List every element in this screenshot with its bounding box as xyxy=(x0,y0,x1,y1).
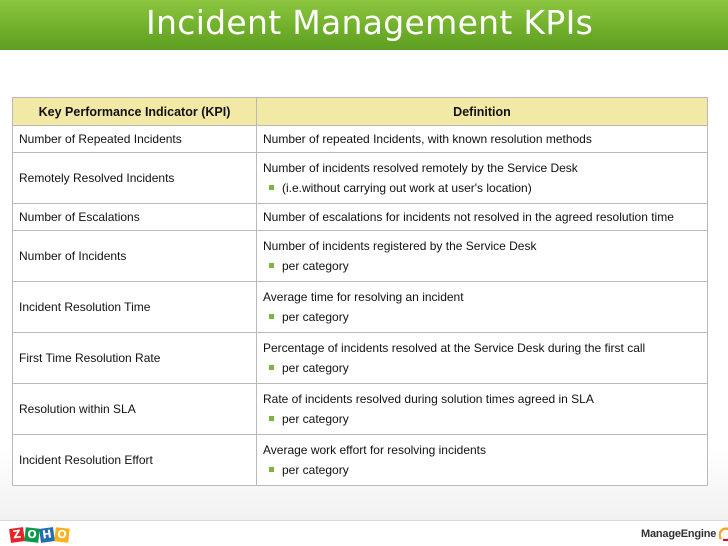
definition-bullet xyxy=(263,256,701,276)
kpi-name: Number of Incidents xyxy=(13,231,257,282)
kpi-name: Incident Resolution Effort xyxy=(13,435,257,485)
definition-text: Average work effort for resolving incidents xyxy=(263,443,487,457)
table-row xyxy=(13,126,707,153)
kpi-definition xyxy=(257,384,707,435)
kpi-definition xyxy=(257,282,707,333)
header-kpi: Key Performance Indicator (KPI) xyxy=(13,98,257,126)
bullet-text: per category xyxy=(282,259,349,273)
bullet-text: per category xyxy=(282,412,349,426)
table-row xyxy=(13,384,707,435)
footer-divider xyxy=(0,520,728,521)
square-bullet-icon xyxy=(269,467,274,472)
definition-text: Number of repeated Incidents, with known resolution methods xyxy=(263,132,592,146)
definition-bullet xyxy=(263,178,701,198)
bullet-text: per category xyxy=(282,310,349,324)
definition-text: Number of escalations for incidents not resolved in the agreed resolution time xyxy=(263,210,674,224)
table-header-row xyxy=(13,98,707,126)
header-definition: Definition xyxy=(257,98,707,126)
definition-text: Number of incidents resolved remotely by the Service Desk xyxy=(263,161,578,175)
zoho-logo-letter: O xyxy=(54,527,69,542)
table-row xyxy=(13,435,707,485)
square-bullet-icon xyxy=(269,263,274,268)
kpi-name: Number of Repeated Incidents xyxy=(13,126,257,153)
definition-bullet xyxy=(263,307,701,327)
square-bullet-icon xyxy=(269,185,274,190)
definition-bullet xyxy=(263,409,701,429)
kpi-definition xyxy=(257,204,707,231)
definition-bullet xyxy=(263,358,701,378)
manageengine-mark-icon xyxy=(719,527,728,541)
definition-bullet xyxy=(263,460,701,480)
table-row xyxy=(13,282,707,333)
kpi-definition xyxy=(257,153,707,204)
definition-text: Average time for resolving an incident xyxy=(263,290,464,304)
bullet-text: (i.e.without carrying out work at user's location) xyxy=(282,181,532,195)
kpi-name: Resolution within SLA xyxy=(13,384,257,435)
table-row xyxy=(13,231,707,282)
table-row xyxy=(13,333,707,384)
zoho-logo-letter: Z xyxy=(9,527,25,543)
slide-header xyxy=(0,0,728,50)
bullet-text: per category xyxy=(282,463,349,477)
kpi-definition xyxy=(257,231,707,282)
kpi-name: Remotely Resolved Incidents xyxy=(13,153,257,204)
kpi-name: Incident Resolution Time xyxy=(13,282,257,333)
manageengine-logo xyxy=(641,527,728,541)
square-bullet-icon xyxy=(269,416,274,421)
manageengine-logo-text: ManageEngine xyxy=(641,528,717,540)
slide-title: Incident Management KPIs xyxy=(146,3,594,42)
definition-text: Number of incidents registered by the Service Desk xyxy=(263,239,537,253)
bullet-text: per category xyxy=(282,361,349,375)
kpi-name: First Time Resolution Rate xyxy=(13,333,257,384)
table-row xyxy=(13,204,707,231)
zoho-logo-letter: H xyxy=(39,527,55,543)
zoho-logo-letter: O xyxy=(24,527,39,542)
kpi-table xyxy=(12,97,708,486)
definition-text: Rate of incidents resolved during solution times agreed in SLA xyxy=(263,392,594,406)
square-bullet-icon xyxy=(269,314,274,319)
kpi-definition xyxy=(257,333,707,384)
table-row xyxy=(13,153,707,204)
kpi-name: Number of Escalations xyxy=(13,204,257,231)
kpi-definition xyxy=(257,435,707,485)
kpi-definition xyxy=(257,126,707,153)
square-bullet-icon xyxy=(269,365,274,370)
zoho-logo xyxy=(10,528,69,542)
definition-text: Percentage of incidents resolved at the Service Desk during the first call xyxy=(263,341,646,355)
